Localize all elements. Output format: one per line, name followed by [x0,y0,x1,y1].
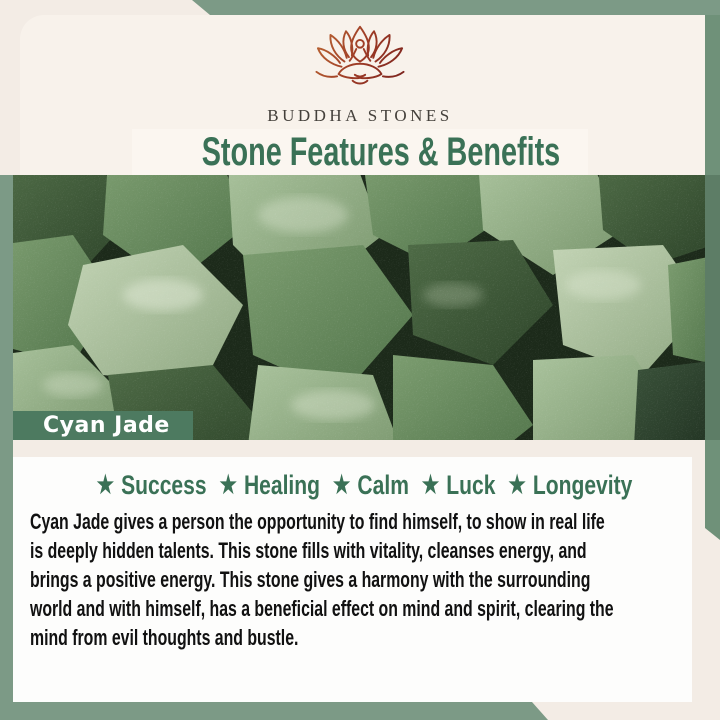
top-band [192,0,720,15]
description-line: Cyan Jade gives a person the opportunity to find himself, to show in real life [30,509,605,534]
lotus-meditation-icon [312,24,408,104]
description-line: brings a positive energy. This stone gives a harmony with the surrounding [30,567,591,592]
description-line: world and with himself, has a beneficial effect on mind and spirit, clearing the [30,596,614,621]
jade-stones-photo [13,175,705,440]
stone-description [30,507,682,652]
stone-name-label: Cyan Jade [13,411,193,440]
brand-name: BUDDHA STONES [267,106,453,125]
star-icon: ★ [96,471,115,499]
benefit-success: Success [121,470,207,500]
title-banner [132,129,588,175]
benefit-luck: Luck [446,470,496,500]
benefit-longevity: Longevity [532,470,633,500]
page-title: Stone Features & Benefits [201,130,561,174]
star-icon: ★ [421,471,440,499]
benefit-healing: Healing [243,470,321,500]
description-line: mind from evil thoughts and bustle. [30,625,299,650]
benefit-calm: Calm [357,470,409,500]
right-border-photo-shade [705,175,720,440]
star-icon: ★ [508,471,526,499]
description-line: is deeply hidden talents. This stone fills with vitality, cleanses energy, and [30,538,587,563]
star-icon: ★ [332,471,351,499]
star-icon: ★ [219,471,237,499]
benefits-row [13,468,692,502]
